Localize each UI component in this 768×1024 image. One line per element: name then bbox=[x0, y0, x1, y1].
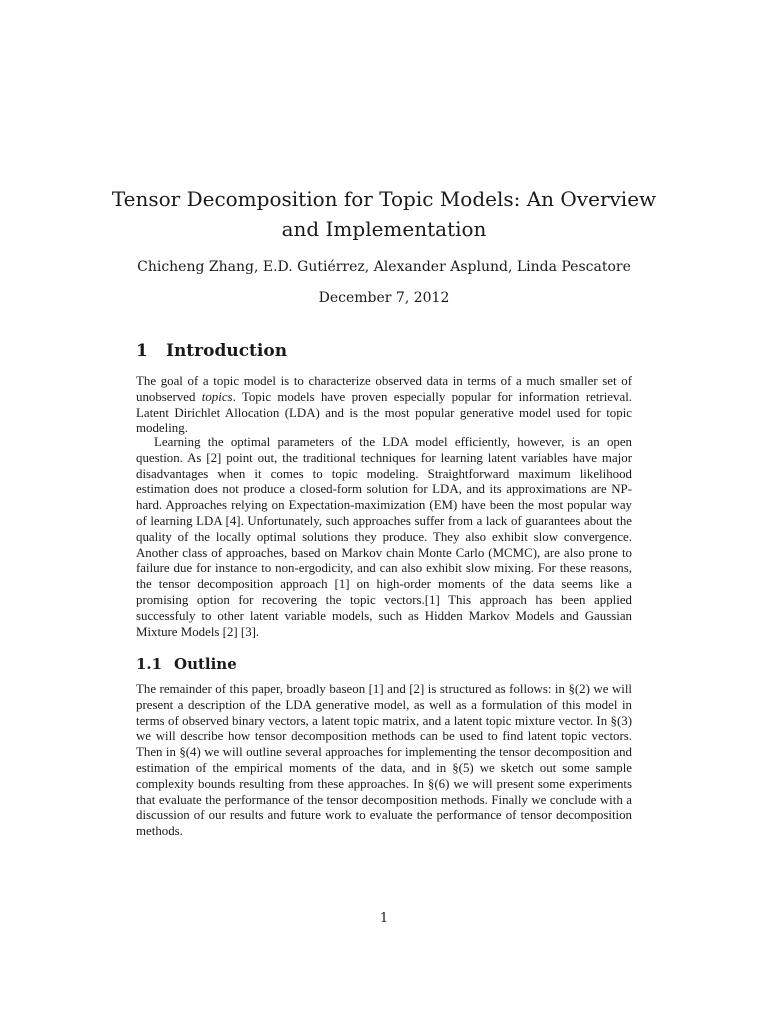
section-number: 1 bbox=[136, 341, 148, 361]
intro-p1-emphasis: topics bbox=[201, 389, 233, 404]
intro-p1-text-start: The goal of a topic model is to characterize observed data in terms of a much smaller set of unobserved bbox=[136, 374, 632, 404]
intro-paragraph-2: Learning the optimal parameters of the LDA model efficiently, however, is an open question. As [2] point out, the traditional techniques for learning latent variables have major disadvantages when it comes to topic modeling. Straightforward maximum likelihood estimation does not produce a closed-form solution for LDA, and its approximations are NP-hard. Approaches relying on Expectation-maximization (EM) have been the most popular way of learning LDA [4]. Unfortunately, such approaches suffer from a lack of guarantees about the quality of the locally optimal solutions they produce. They also exhibit slow convergence. Another class of approaches, based on Markov chain Monte Carlo (MCMC), are also prone to failure due for instance to non-ergodicity, and can also exhibit slow mixing. For these reasons, the tensor decomposition approach [1] on high-order moments of the data seems like a promising option for recovering the topic vectors.[1] This approach has been applied successfuly to other latent variable models, such as Hidden Markov Models and Gaussian Mixture Models [2] [3]. bbox=[136, 435, 632, 639]
author-list: Chicheng Zhang, E.D. Gutiérrez, Alexander Asplund, Linda Pescatore bbox=[137, 259, 631, 275]
section-title: Introduction bbox=[166, 341, 288, 361]
paper-date: December 7, 2012 bbox=[318, 290, 450, 306]
subsection-number: 1.1 bbox=[136, 655, 163, 673]
subsection-heading-outline bbox=[136, 653, 237, 675]
paper-title: Tensor Decomposition for Topic Models: An Overview and Implementation bbox=[111, 187, 657, 241]
subsection-title: Outline bbox=[174, 655, 237, 673]
intro-p1-text-end: . Topic models have proven especially popular for information retrieval. Latent Dirichlet Allocation (LDA) and is the most popular generative model used for topic modeling. bbox=[136, 389, 632, 436]
page-number: 1 bbox=[379, 911, 389, 926]
outline-paragraph: The remainder of this paper, broadly baseon [1] and [2] is structured as follows: in §(2) we will present a description of the LDA generative model, as well as a formulation of this model in terms of observed binary vectors, a latent topic matrix, and a latent topic mixture vector. In §(3) we will describe how tensor decomposition methods can be used to find latent topic vectors. Then in §(4) we will outline several approaches for implementing the tensor decomposition and estimation of the empirical moments of the data, and in §(5) we sketch out some sample complexity bounds resulting from these approaches. In §(6) we will present some experiments that evaluate the performance of the tensor decomposition methods. Finally we conclude with a discussion of our results and future work to evaluate the performance of tensor decomposition methods. bbox=[136, 682, 632, 839]
intro-paragraph-1 bbox=[136, 374, 632, 437]
section-heading-introduction bbox=[136, 339, 287, 363]
